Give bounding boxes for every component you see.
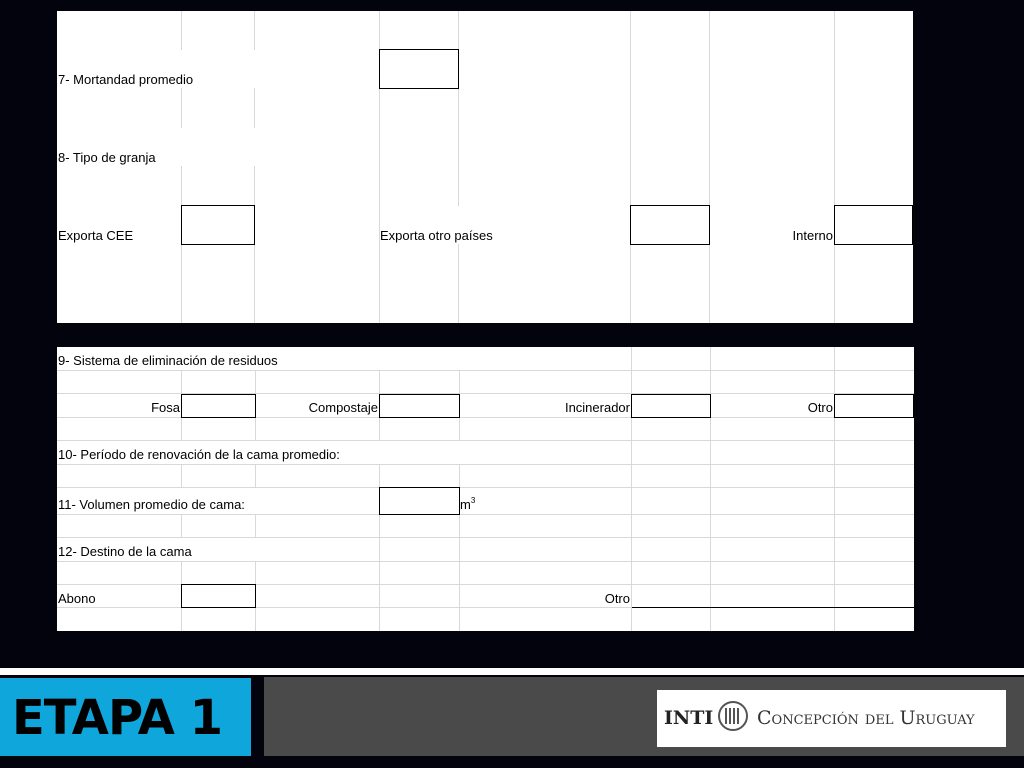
otro-checkbox[interactable]: [834, 394, 914, 418]
gridline: [834, 347, 835, 631]
volumen-field[interactable]: [379, 487, 460, 515]
q10-label: 10- Período de renovación de la cama promedio:: [58, 447, 340, 462]
incinerador-checkbox[interactable]: [631, 394, 711, 418]
mortandad-field[interactable]: [379, 49, 459, 89]
gridline: [57, 464, 914, 465]
gridline: [57, 370, 914, 371]
unit-base: m: [460, 497, 471, 512]
compostaje-checkbox[interactable]: [379, 394, 460, 418]
footer-divider: [0, 668, 1024, 675]
exporta-cee-label: Exporta CEE: [58, 228, 134, 243]
interno-label: Interno: [792, 228, 833, 243]
abono-checkbox[interactable]: [181, 584, 256, 608]
form-sheet-upper: [57, 11, 913, 323]
unit-label: [460, 497, 475, 513]
gridline: [57, 561, 914, 562]
q7-label: 7- Mortandad promedio: [58, 72, 194, 87]
gridline: [630, 11, 631, 323]
form-sheet-lower: [57, 347, 914, 631]
incinerador-label: Incinerador: [564, 400, 630, 415]
abono-label: Abono: [58, 591, 96, 606]
exporta-cee-checkbox[interactable]: [181, 205, 255, 245]
q11-label: 11- Volumen promedio de cama:: [58, 497, 245, 512]
fosa-label: Fosa: [151, 400, 180, 415]
fosa-checkbox[interactable]: [181, 394, 256, 418]
exporta-otros-checkbox[interactable]: [630, 205, 710, 245]
inti-logo: [657, 690, 1006, 747]
gridline: [57, 514, 914, 515]
interno-checkbox[interactable]: [834, 205, 913, 245]
gridline: [710, 347, 711, 631]
gridline: [834, 11, 835, 323]
otro2-label: Otro: [604, 591, 630, 606]
inti-seal-icon: [718, 701, 748, 731]
compostaje-label: Compostaje: [308, 400, 378, 415]
q12-label: 12- Destino de la cama: [58, 544, 192, 559]
exporta-otros-label: Exporta otro países: [380, 228, 493, 243]
otro-label: Otro: [807, 400, 833, 415]
logo-location-text: Concepción del Uruguay: [757, 707, 975, 729]
q9-label: 9- Sistema de eliminación de residuos: [58, 353, 278, 368]
gridline: [631, 347, 632, 631]
unit-exponent: 3: [470, 496, 476, 505]
stage-badge: [0, 678, 251, 756]
otro-destino-field[interactable]: [632, 607, 914, 608]
gridline: [709, 11, 710, 323]
q8-label: 8- Tipo de granja: [58, 150, 156, 165]
logo-inti-text: INTI: [664, 707, 714, 729]
stage-title: ETAPA 1: [12, 690, 222, 746]
